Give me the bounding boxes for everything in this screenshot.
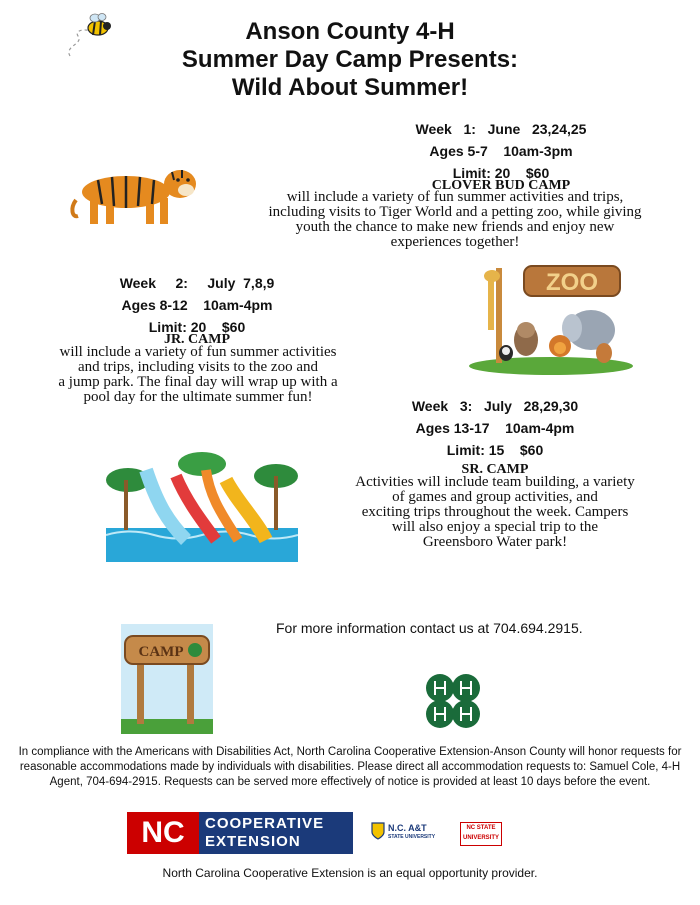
week2-limit: Limit: 20 $60	[148, 319, 246, 335]
4h-clover-logo	[420, 668, 486, 738]
ncstate-name: NC STATE	[466, 825, 496, 831]
week1-info	[346, 118, 656, 184]
week1-camp-name: CLOVER BUD CAMP	[431, 178, 571, 193]
week3-info	[335, 395, 655, 461]
week2-desc-line: and trips, including visits to the zoo and	[78, 359, 318, 375]
week3-desc-line: Activities will include team building, a variety	[355, 474, 635, 490]
week1-limit: Limit: 20 $60	[452, 165, 550, 181]
week1-dates: Week 1: June 23,24,25	[415, 121, 587, 137]
week3-ages: Ages 13-17 10am-4pm	[415, 420, 575, 436]
compliance-line: Agent, 704-694-2915. Requests can be served more effectively of notice is provided at least 10 days before the event.	[49, 776, 651, 788]
week2-ages: Ages 8-12 10am-4pm	[121, 297, 273, 313]
week1-description	[240, 190, 670, 250]
ncstate-subtitle: UNIVERSITY	[462, 835, 499, 841]
week2-desc-line: a jump park. The final day will wrap up with a	[58, 374, 338, 390]
tiger-illustration	[68, 158, 204, 228]
nc-state-logo	[460, 822, 502, 846]
nc-at-logo	[371, 820, 441, 846]
week3-description	[320, 475, 670, 550]
equal-opportunity-footer: North Carolina Cooperative Extension is an equal opportunity provider.	[162, 866, 538, 880]
week2-camp-name: JR. CAMP	[163, 332, 231, 347]
camp-sign-illustration	[121, 624, 213, 734]
week2-description	[28, 345, 368, 405]
contact-info: For more information contact us at 704.694.2915.	[276, 620, 583, 636]
week3-dates: Week 3: July 28,29,30	[411, 398, 579, 414]
week3-desc-line: Greensboro Water park!	[422, 534, 568, 550]
week1-desc-line: including visits to Tiger World and a petting zoo, while giving	[268, 204, 642, 220]
week1-desc-line: will include a variety of fun summer activities and trips,	[286, 189, 624, 205]
week3-desc-line: exciting trips throughout the week. Campers	[361, 504, 629, 520]
week3-desc-line: will also enjoy a special trip to the	[391, 519, 599, 535]
zoo-animals-illustration	[466, 258, 636, 376]
week3-camp-name: SR. CAMP	[461, 462, 529, 477]
ada-compliance-notice	[10, 745, 690, 790]
compliance-line: In compliance with the Americans with Disabilities Act, North Carolina Cooperative Extension-Anson County will honor requests for	[18, 746, 682, 758]
week2-desc-line: will include a variety of fun summer activities	[59, 344, 337, 360]
title-line-3: Wild About Summer!	[231, 74, 469, 101]
week1-desc-line: experiences together!	[390, 234, 520, 250]
cooperative-extension-text	[199, 812, 353, 854]
week2-desc-line: pool day for the ultimate summer fun!	[83, 389, 313, 405]
zoo-sign-text: ZOO	[546, 269, 598, 296]
ncat-subtitle: STATE UNIVERSITY	[388, 834, 436, 840]
week1-ages: Ages 5-7 10am-3pm	[429, 143, 573, 159]
ncat-name: N.C. A&T	[388, 823, 427, 833]
aggie-shield-icon	[371, 822, 385, 840]
week1-desc-line: youth the chance to make new friends and enjoy new	[295, 219, 615, 235]
week3-limit: Limit: 15 $60	[446, 442, 544, 458]
week2-info	[52, 272, 342, 338]
extension-label: EXTENSION	[205, 833, 301, 850]
camp-sign-text: CAMP	[138, 644, 184, 660]
title-line-1: Anson County 4-H	[245, 18, 455, 45]
cooperative-label: COOPERATIVE	[205, 815, 325, 832]
week3-desc-line: of games and group activities, and	[392, 489, 598, 505]
compliance-line: reasonable accommodations made by individuals with disabilities. Please direct all accommodation requests to: Samuel Cole, 4-H	[19, 761, 681, 773]
nc-logo-box: NC	[127, 812, 199, 854]
title-line-2: Summer Day Camp Presents:	[181, 46, 519, 73]
week2-dates: Week 2: July 7,8,9	[119, 275, 275, 291]
nc-cooperative-extension-logo	[127, 812, 353, 854]
water-park-illustration	[106, 440, 298, 562]
page-title	[0, 18, 700, 102]
